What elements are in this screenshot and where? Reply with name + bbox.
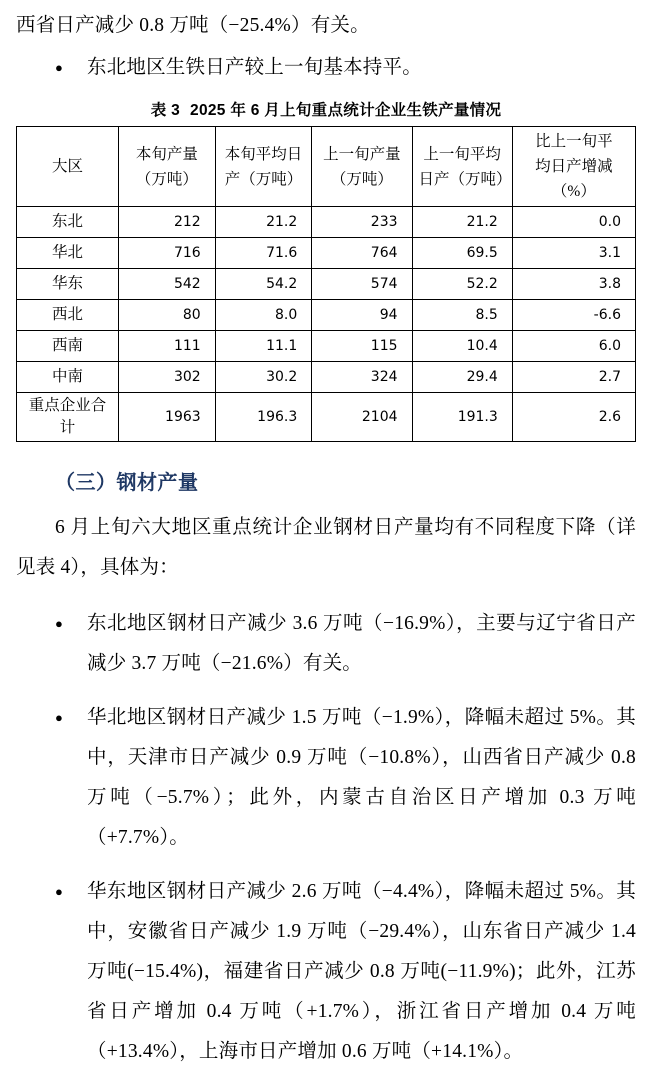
cell-value: 233: [312, 207, 412, 238]
cell-value: 8.5: [412, 300, 512, 331]
cell-value: 21.2: [215, 207, 312, 238]
bullet-northeast-iron: [16, 48, 636, 88]
cell-region: 华北: [17, 238, 119, 269]
cell-value: 542: [119, 269, 216, 300]
cell-region: 中南: [17, 362, 119, 393]
table-row: [17, 238, 636, 269]
cell-value: 2104: [312, 393, 412, 442]
cell-region: 西北: [17, 300, 119, 331]
table-row: [17, 362, 636, 393]
cell-value: 3.1: [512, 238, 635, 269]
cell-value: 191.3: [412, 393, 512, 442]
column-header-region: 大区: [17, 127, 119, 207]
bullet-northeast-iron-text: 东北地区生铁日产较上一旬基本持平。: [87, 57, 422, 78]
cell-value: 115: [312, 331, 412, 362]
table-row-total: [17, 393, 636, 442]
column-header-previous-daily-avg: 上一旬平均 日产（万吨）: [412, 127, 512, 207]
table-row: [17, 207, 636, 238]
cell-value: 21.2: [412, 207, 512, 238]
table-caption: [16, 98, 636, 120]
cell-value: 0.0: [512, 207, 635, 238]
cell-value: 94: [312, 300, 412, 331]
cell-value: 212: [119, 207, 216, 238]
cell-value: 6.0: [512, 331, 635, 362]
cell-value: 2.6: [512, 393, 635, 442]
bullet-northeast-steel-text: 东北地区钢材日产减少 3.6 万吨（−16.9%），主要与辽宁省日产减少 3.7 万吨（−21.6%）有关。: [87, 613, 636, 674]
cell-value: 80: [119, 300, 216, 331]
table-body: [17, 207, 636, 442]
bullet-dot-icon: ●: [55, 710, 64, 725]
cell-value: 574: [312, 269, 412, 300]
bullet-dot-icon: ●: [55, 60, 64, 75]
table-row: [17, 300, 636, 331]
bullet-east-china-steel: [16, 872, 636, 1072]
cell-value: 54.2: [215, 269, 312, 300]
cell-value: 324: [312, 362, 412, 393]
column-header-previous-output: 上一旬产量 （万吨）: [312, 127, 412, 207]
section-intro-paragraph: 6 月上旬六大地区重点统计企业钢材日产量均有不同程度下降（详见表 4），具体为：: [16, 517, 636, 578]
cell-value: 196.3: [215, 393, 312, 442]
bullet-dot-icon: ●: [55, 616, 64, 631]
bullet-east-china-steel-text: 华东地区钢材日产减少 2.6 万吨（−4.4%），降幅未超过 5%。其中，安徽省日产减少 1.9 万吨（−29.4%），山东省日产减少 1.4 万吨(−15.4%)，福建省日产减少 0.8 万吨(−11.9%)；此外，江苏省日产增加 0.4 万吨（+1.7%），浙江省日产增加 0.4 万吨（+13.4%），上海市日产增加 0.6 万吨（+14.1%）。: [87, 881, 636, 1062]
table-row: [17, 269, 636, 300]
cell-region: 华东: [17, 269, 119, 300]
cell-value: 10.4: [412, 331, 512, 362]
column-header-change-percent: 比上一旬平 均日产增减 （%）: [512, 127, 635, 207]
table-row: [17, 331, 636, 362]
cell-value: 3.8: [512, 269, 635, 300]
cell-value: 764: [312, 238, 412, 269]
bullet-north-china-steel: [16, 698, 636, 858]
cell-value: 1963: [119, 393, 216, 442]
cell-value: 52.2: [412, 269, 512, 300]
cell-value: 71.6: [215, 238, 312, 269]
cell-value: -6.6: [512, 300, 635, 331]
cell-value: 30.2: [215, 362, 312, 393]
table-header-row: [17, 127, 636, 207]
continuation-paragraph: 西省日产减少 0.8 万吨（−25.4%）有关。: [16, 15, 370, 36]
cell-region: 西南: [17, 331, 119, 362]
cell-value: 2.7: [512, 362, 635, 393]
cell-value: 111: [119, 331, 216, 362]
table-caption-number: 表 3: [150, 102, 181, 119]
section-heading-steel-output: （三）钢材产量: [55, 472, 199, 494]
bullet-northeast-steel: [16, 604, 636, 684]
cell-value: 716: [119, 238, 216, 269]
bullet-north-china-steel-text: 华北地区钢材日产减少 1.5 万吨（−1.9%），降幅未超过 5%。其中，天津市日产减少 0.9 万吨（−10.8%），山西省日产减少 0.8 万吨（−5.7%）；此外，内蒙古自治区日产增加 0.3 万吨（+7.7%）。: [87, 707, 636, 848]
column-header-current-output: 本旬产量 （万吨）: [119, 127, 216, 207]
cell-region: 重点企业合计: [17, 393, 119, 442]
bullet-dot-icon: ●: [55, 884, 64, 899]
pig-iron-production-table: [16, 126, 636, 442]
table-caption-title: 2025 年 6 月上旬重点统计企业生铁产量情况: [190, 102, 502, 119]
cell-value: 302: [119, 362, 216, 393]
cell-value: 29.4: [412, 362, 512, 393]
cell-value: 8.0: [215, 300, 312, 331]
cell-value: 69.5: [412, 238, 512, 269]
column-header-current-daily-avg: 本旬平均日 产（万吨）: [215, 127, 312, 207]
cell-value: 11.1: [215, 331, 312, 362]
cell-region: 东北: [17, 207, 119, 238]
